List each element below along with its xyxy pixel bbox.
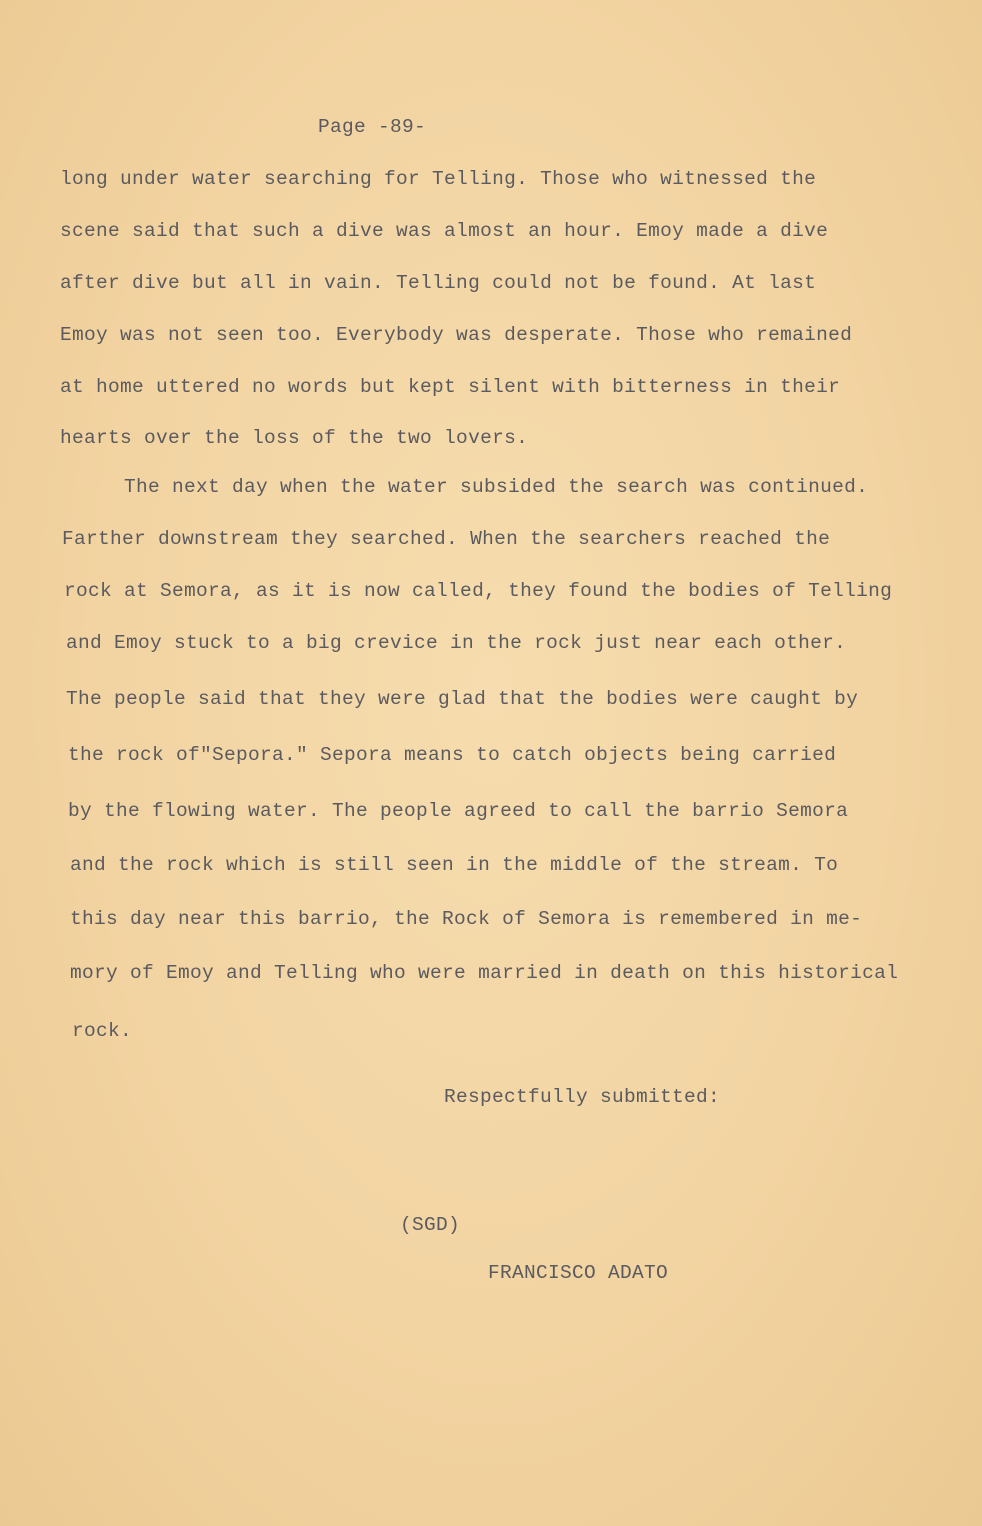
body-line-16: mory of Emoy and Telling who were married in death on this historical <box>70 962 899 984</box>
body-line-4: Emoy was not seen too. Everybody was desperate. Those who remained <box>60 324 853 346</box>
body-line-15: this day near this barrio, the Rock of Semora is remembered in me- <box>70 908 863 930</box>
signer-name: FRANCISCO ADATO <box>488 1262 669 1284</box>
body-line-2: scene said that such a dive was almost an hour. Emoy made a dive <box>60 220 829 242</box>
signature-mark: (SGD) <box>400 1214 461 1236</box>
body-line-11: The people said that they were glad that the bodies were caught by <box>66 688 859 710</box>
body-line-17: rock. <box>72 1020 133 1042</box>
body-line-14: and the rock which is still seen in the middle of the stream. To <box>70 854 839 876</box>
body-line-9: rock at Semora, as it is now called, they found the bodies of Telling <box>64 580 893 602</box>
body-line-13: by the flowing water. The people agreed to call the barrio Semora <box>68 800 849 822</box>
body-line-3: after dive but all in vain. Telling could not be found. At last <box>60 272 817 294</box>
page-number-header: Page -89- <box>318 116 427 138</box>
body-line-10: and Emoy stuck to a big crevice in the rock just near each other. <box>66 632 847 654</box>
body-line-6: hearts over the loss of the two lovers. <box>60 427 529 449</box>
body-line-1: long under water searching for Telling. Those who witnessed the <box>60 168 817 190</box>
closing-line: Respectfully submitted: <box>444 1086 721 1108</box>
body-line-7: The next day when the water subsided the search was continued. <box>124 476 869 498</box>
body-line-8: Farther downstream they searched. When the searchers reached the <box>62 528 831 550</box>
body-line-12: the rock of"Sepora." Sepora means to catch objects being carried <box>68 744 837 766</box>
body-line-5: at home uttered no words but kept silent with bitterness in their <box>60 376 841 398</box>
